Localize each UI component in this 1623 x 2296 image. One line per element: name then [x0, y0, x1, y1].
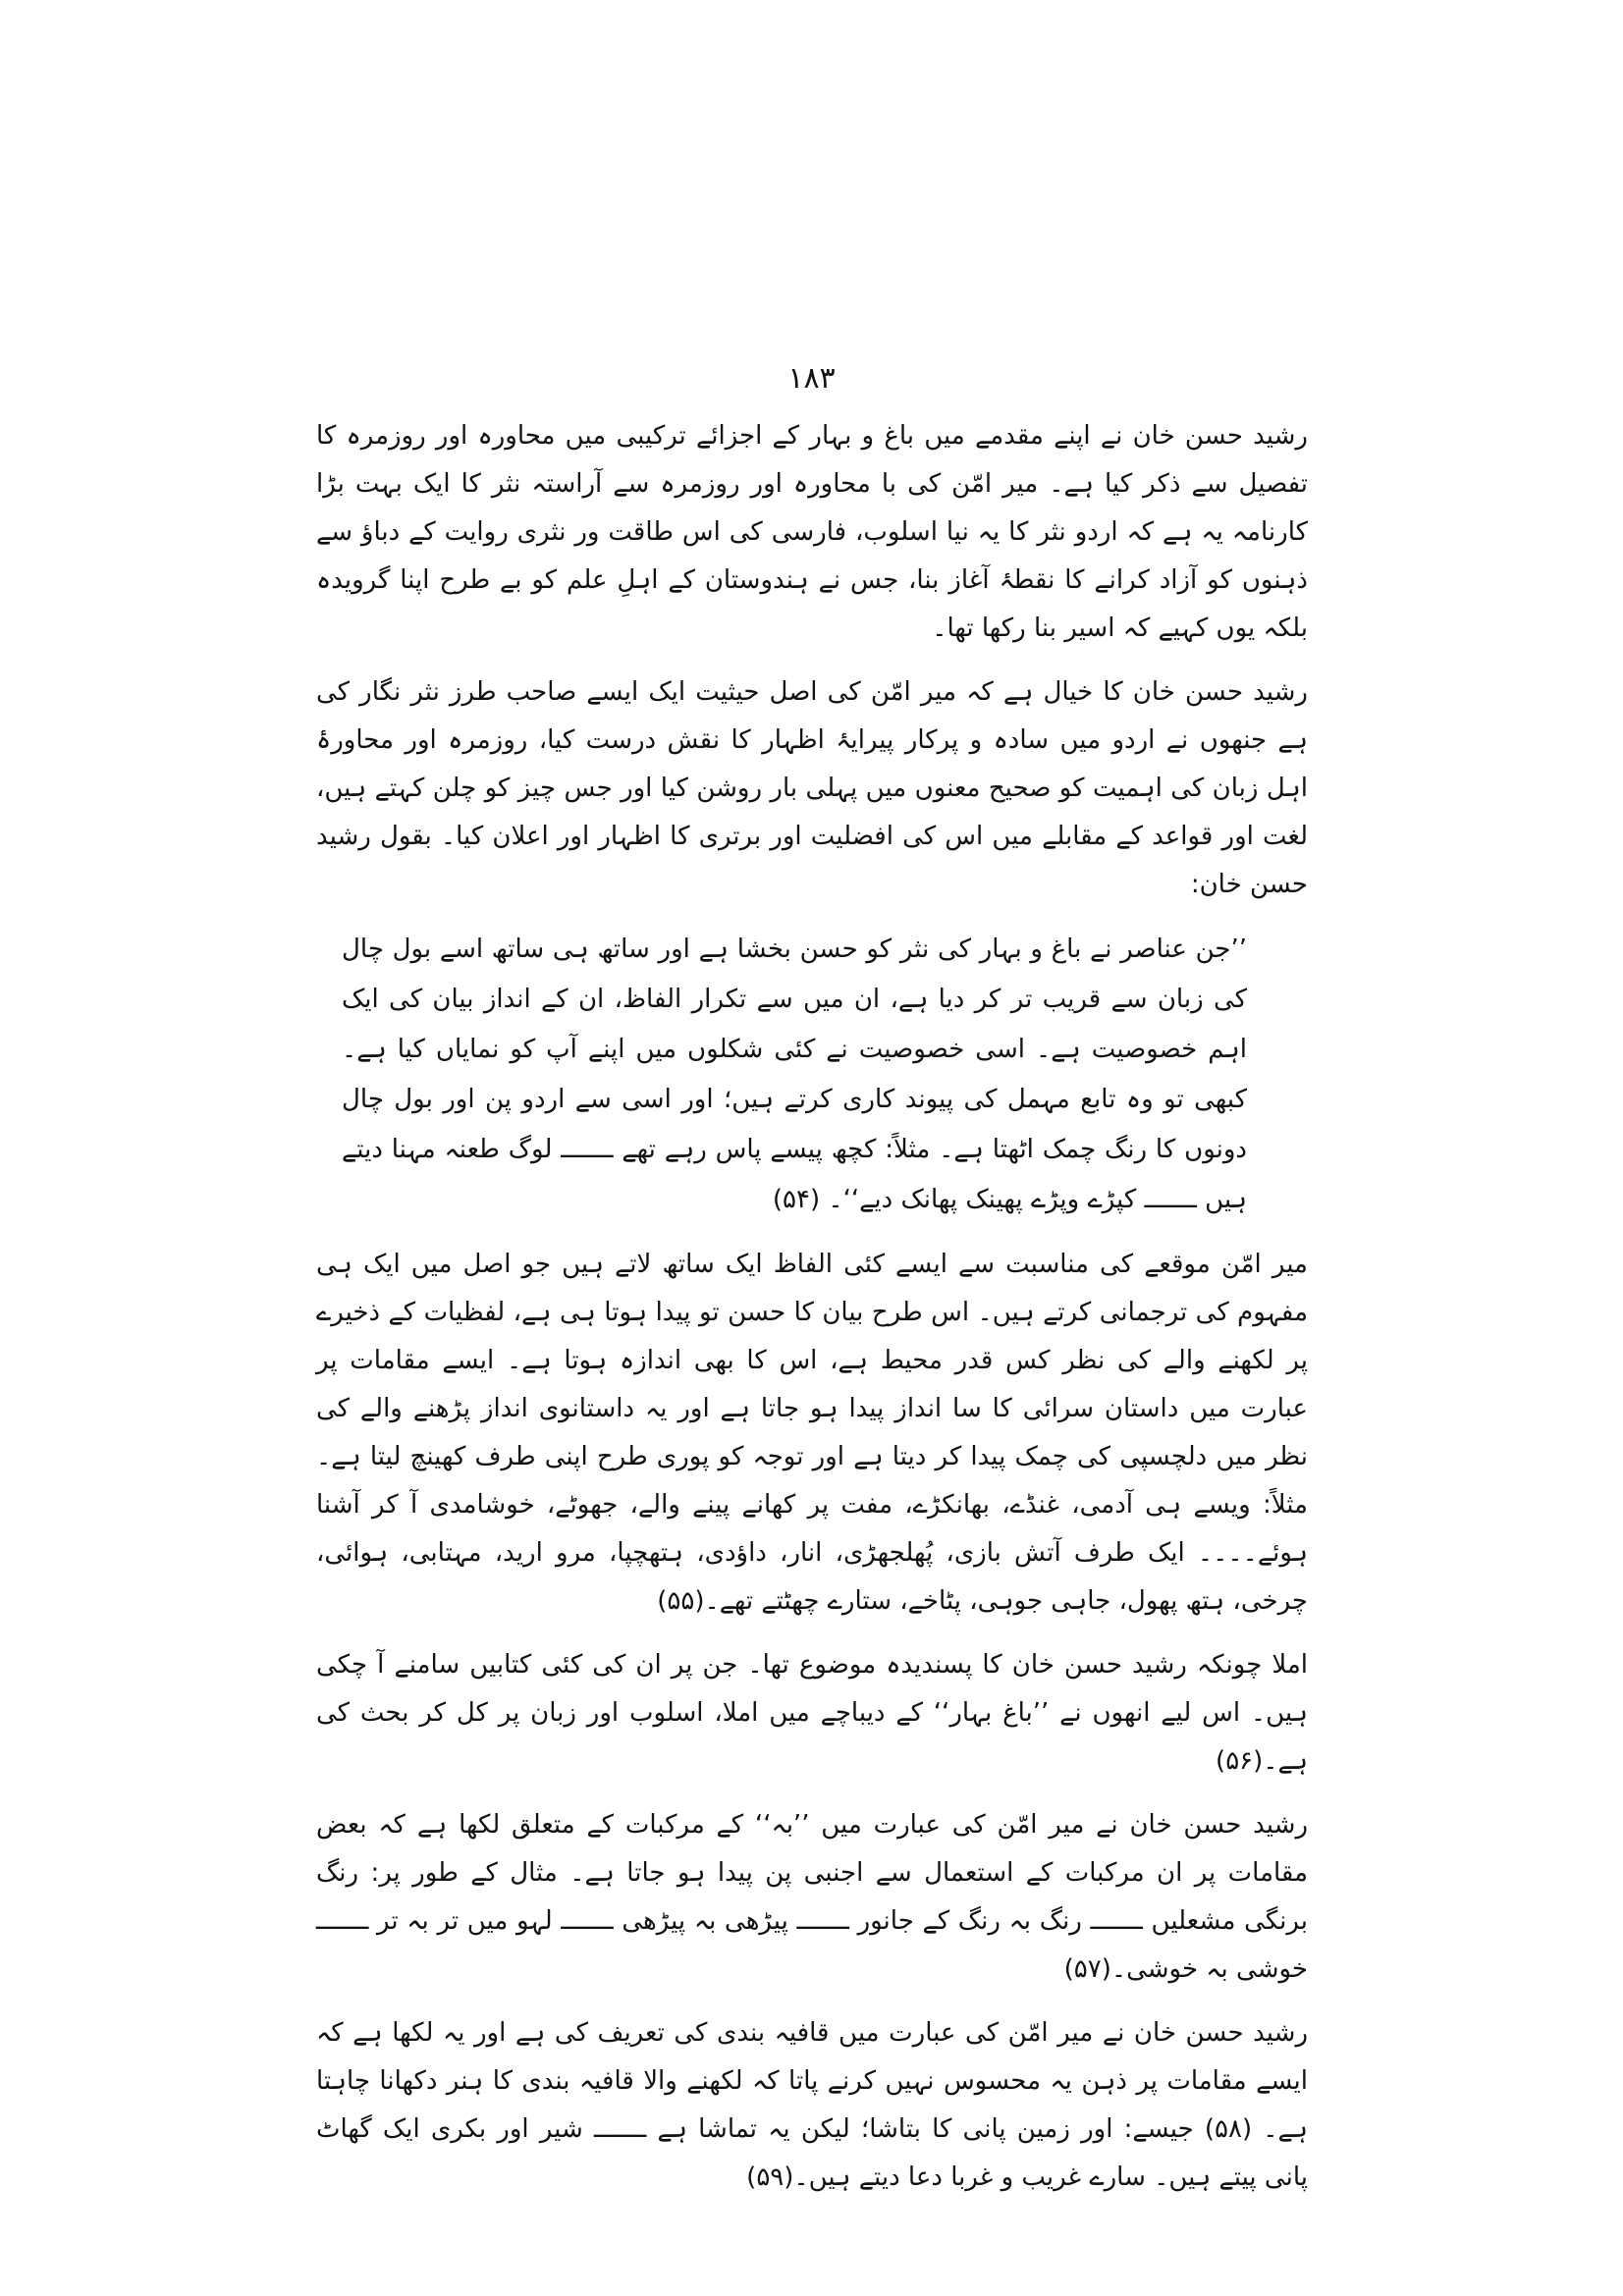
block-quote: ’’جن عناصر نے باغ و بہار کی نثر کو حسن بخشا ہے اور ساتھ ہی ساتھ اسے بول چال کی زبان سے قریب تر کر دیا ہے، ان میں سے تکرار الفاظ، ان کے انداز بیان کی ایک اہم خصوصیت ہے۔ اسی خصوصیت نے کئی شکلوں میں اپنے آپ کو نمایاں کیا ہے۔ کبھی تو وہ تابع مہمل کی پیوند کاری کرتے ہیں؛ اور اسی سے اردو پن اور بول چال دونوں کا رنگ چمک اٹھتا ہے۔ مثلاً: کچھ پیسے پاس رہے تھے ـــــــ لوگ طعنہ مہنا دیتے ہیں ـــــــ کپڑے وپڑے پھینک پھانک دیے‘‘۔ (۵۴) — [342, 934, 1247, 1214]
paragraph-6: رشید حسن خان نے میر امّن کی عبارت میں قافیہ بندی کی تعریف کی ہے اور یہ لکھا ہے کہ ایسے مقامات پر ذہن یہ محسوس نہیں کرنے پاتا کہ لکھنے والا قافیہ بندی کا ہنر دکھانا چاہتا ہے۔ (۵۸) جیسے: اور زمین پانی کا بتاشا؛ لیکن یہ تماشا ہے ـــــــ شیر اور بکری ایک گھاٹ پانی پیتے ہیں۔ سارے غریب و غربا دعا دیتے ہیں۔(۵۹) — [316, 2018, 1308, 2192]
paragraph-4: املا چونکہ رشید حسن خان کا پسندیدہ موضوع تھا۔ جن پر ان کی کئی کتابیں سامنے آ چکی ہیں۔ اس لیے انھوں نے ’’باغ بہار‘‘ کے دیباچے میں املا، اسلوب اور زبان پر کل کر بحث کی ہے۔(۵۶) — [316, 1650, 1308, 1776]
paragraph-2: رشید حسن خان کا خیال ہے کہ میر امّن کی اصل حیثیت ایک ایسے صاحب طرز نثر نگار کی ہے جنھوں نے اردو میں سادہ و پرکار پیرایۂ اظہار کا نقش درست کیا، روزمرہ اور محاورۂ اہل زبان کی اہمیت کو صحیح معنوں میں پہلی بار روشن کیا اور جس چیز کو چلن کہتے ہیں، لغت اور قواعد کے مقابلے میں اس کی افضلیت اور برتری کا اظہار اور اعلان کیا۔ بقول رشید حسن خان: — [316, 677, 1308, 899]
text-column — [316, 412, 1308, 2217]
page-number: ۱۸۳ — [787, 361, 836, 396]
paragraph-5: رشید حسن خان نے میر امّن کی عبارت میں ’’بہ‘‘ کے مرکبات کے متعلق لکھا ہے کہ بعض مقامات پر ان مرکبات کے استعمال سے اجنبی پن پیدا ہو جاتا ہے۔ مثال کے طور پر: رنگ برنگی مشعلیں ـــــــ رنگ بہ رنگ کے جانور ـــــــ پیڑھی بہ پیڑھی ـــــــ لہو میں تر بہ تر ـــــــ خوشی بہ خوشی۔(۵۷) — [316, 1810, 1308, 1984]
paragraph-1: رشید حسن خان نے اپنے مقدمے میں باغ و بہار کے اجزائے ترکیبی میں محاورہ اور روزمرہ کا تفصیل سے ذکر کیا ہے۔ میر امّن کی با محاورہ اور روزمرہ سے آراستہ نثر کا ایک بہت بڑا کارنامہ یہ ہے کہ اردو نثر کا یہ نیا اسلوب، فارسی کی اس طاقت ور نثری روایت کے دباؤ سے ذہنوں کو آزاد کرانے کا نقطۂ آغاز بنا، جس نے ہندوستان کے اہلِ علم کو بے طرح اپنا گرویدہ بلکہ یوں کہیے کہ اسیر بنا رکھا تھا۔ — [316, 421, 1308, 643]
paragraph-3: میر امّن موقعے کی مناسبت سے ایسے کئی الفاظ ایک ساتھ لاتے ہیں جو اصل میں ایک ہی مفہوم کی ترجمانی کرتے ہیں۔ اس طرح بیان کا حسن تو پیدا ہوتا ہی ہے، لفظیات کے ذخیرے پر لکھنے والے کی نظر کس قدر محیط ہے، اس کا بھی اندازہ ہوتا ہے۔ ایسے مقامات پر عبارت میں داستان سرائی کا سا انداز پیدا ہو جاتا ہے اور یہ داستانوی انداز پڑھنے والے کی نظر میں دلچسپی کی چمک پیدا کر دیتا ہے اور توجہ کو پوری طرح اپنی طرف کھینچ لیتا ہے۔ مثلاً: ویسے ہی آدمی، غنڈے، بھانکڑے، مفت پر کھانے پینے والے، جھوٹے، خوشامدی آ کر آشنا ہوئے۔۔۔۔ ایک طرف آتش بازی، پُھلجھڑی، انار، داؤدی، ہتھچپا، مرو ارید، مہتابی، ہوائی، چرخی، ہتھ پھول، جاہی جوہی، پٹاخے، ستارے چھٹتے تھے۔(۵۵) — [316, 1250, 1308, 1616]
